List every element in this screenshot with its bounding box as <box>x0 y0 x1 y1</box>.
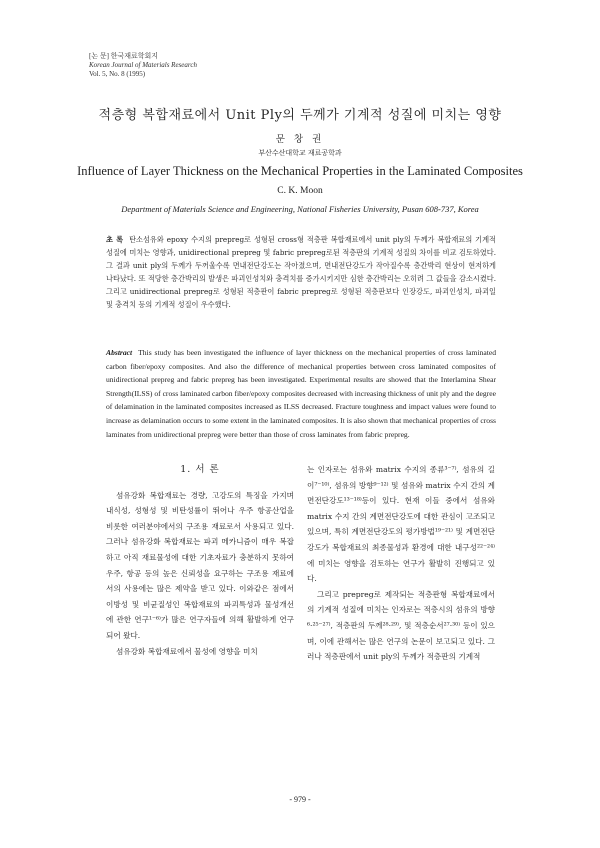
affiliation-english: Department of Materials Science and Engineering, National Fisheries University, Pusan 608-737, Korea <box>121 204 479 214</box>
affiliation-korean: 부산수산대학교 재료공학과 <box>258 149 342 157</box>
journal-line-en: Korean Journal of Materials Research <box>89 61 197 69</box>
section-heading-introduction: 1. 서 론 <box>180 464 220 475</box>
body-column-left <box>106 454 294 659</box>
journal-line-ko: [논 문] 한국재료학회지 <box>89 52 159 60</box>
body-paragraph: 는 인자로는 섬유와 matrix 수지의 종류³⁻⁷⁾, 섬유의 길이⁷⁻¹⁰⁾, 섬유의 방향⁹⁻¹²⁾ 및 섬유와 matrix 수지 간의 계면전단강도¹³⁻¹⁸⁾등이 있다. 현재 이들 중에서 섬유와 matrix 수지 간의 계면전단강도에 대한 관심이 고조되고 있으며, 특히 계면전단강도의 평가방법¹⁹⁻²¹⁾ 및 계면전단강도가 복합재료의 최종물성과 환경에 대한 내구성²²⁻²⁴⁾에 미치는 영향을 검토하는 연구가 활발히 진행되고 있다. <box>307 465 495 584</box>
body-paragraph: 섬유강화 복합재료는 경량, 고강도의 특징을 가지며 내식성, 성형성 및 비탄성률이 뛰어나 우주 항공산업을 비롯한 여러분야에서의 구조용 재료로서 사용되고 있다. 그러나 섬유강화 복합재료는 파괴 메카니즘이 매우 복잡하고 아직 재료물성에 대한 기초자료가 충분하지 못하여 우주, 항공 등의 높은 신뢰성을 요구하는 구조용 재료에서의 사용에는 많은 제약을 받고 있다. 이와같은 점에서 이방성 및 비균질성인 복합재료의 파괴특성과 물성개선에 관한 연구¹⁻⁶⁾가 많은 연구자들에 의해 활발하게 연구되어 왔다. <box>106 490 294 640</box>
abstract-korean-text: 탄소섬유와 epoxy 수지의 prepreg로 성형된 cross형 적층판 복합재료에서 unit ply의 두께가 복합재료의 기계적 성질에 미치는 영향과, unidirectional prepreg 및 fabric prepreg로된 적층판의 기계적 성질의 차이를 비교 검토하였다. 그 결과 unit ply의 두께가 두꺼울수록 면내전단강도는 작아졌으며, 면내전단강도가 작아질수록 층간박리 현상이 현저하게 나타났다. 또 적당한 층간박리의 발생은 파괴인성치와 충격치를 증가시키지만 심한 층간박리는 오히려 그 값들을 감소시켰다. 그리고 unidirectional prepreg로 성형된 적층판이 fabric prepreg로 성형된 적층판보다 인장강도, 파괴인성치, 파괴일 및 충격치 등의 기계적 성질이 우수했다. <box>106 235 496 309</box>
title-korean: 적층형 복합재료에서 Unit Ply의 두께가 기계적 성질에 미치는 영향 <box>98 108 502 123</box>
abstract-english-label: Abstract <box>106 348 133 357</box>
body-column-right <box>307 462 495 665</box>
body-paragraph: 섬유강화 복합재료에서 물성에 영향을 미치 <box>116 646 258 656</box>
author-korean: 문 창 권 <box>275 134 325 145</box>
title-english: Influence of Layer Thickness on the Mechanical Properties in the Laminated Composites <box>77 164 523 178</box>
abstract-english <box>106 346 496 441</box>
abstract-korean <box>106 233 496 311</box>
abstract-korean-label: 초 록 <box>106 235 124 244</box>
journal-header <box>89 52 197 79</box>
abstract-english-text: This study has been investigated the influence of layer thickness on the mechanical properties of cross laminated carbon fiber/epoxy composites. And also the difference of mechanical properties between cross laminated composites of unidirectional prepreg and fabric prepreg has been investigated. Experimental results are showed that the Interlamina Shear Strength(ILSS) of cross laminated carbon fiber/epoxy composites decreased with increasing thickness of unit ply and the degree of delamination in the laminated composites increased as ILSS decreased. Fracture toughness and impact values were found to increase as delamination occurs to some extent in the laminated composites. It is also shown that mechanical properties of cross laminates from unidirectional prepreg were better than those of cross laminates from fabric prepreg. <box>106 348 496 439</box>
body-paragraph: 그리고 prepreg로 제작되는 적층판형 복합재료에서의 기계적 성질에 미치는 인자로는 적층시의 섬유의 방향⁶·²⁵⁻²⁷⁾, 적층판의 두께²⁸·²⁹⁾, 및 적층순서²⁷·³⁰⁾ 등이 있으며, 이에 관해서는 많은 연구의 논문이 보고되고 있다. 그러나 적층판에서 unit ply의 두께가 적층판의 기계적 <box>307 589 495 662</box>
journal-volume: Vol. 5, No. 8 (1995) <box>89 70 146 78</box>
page-number: - 979 - <box>289 795 311 804</box>
author-english: C. K. Moon <box>277 186 323 196</box>
